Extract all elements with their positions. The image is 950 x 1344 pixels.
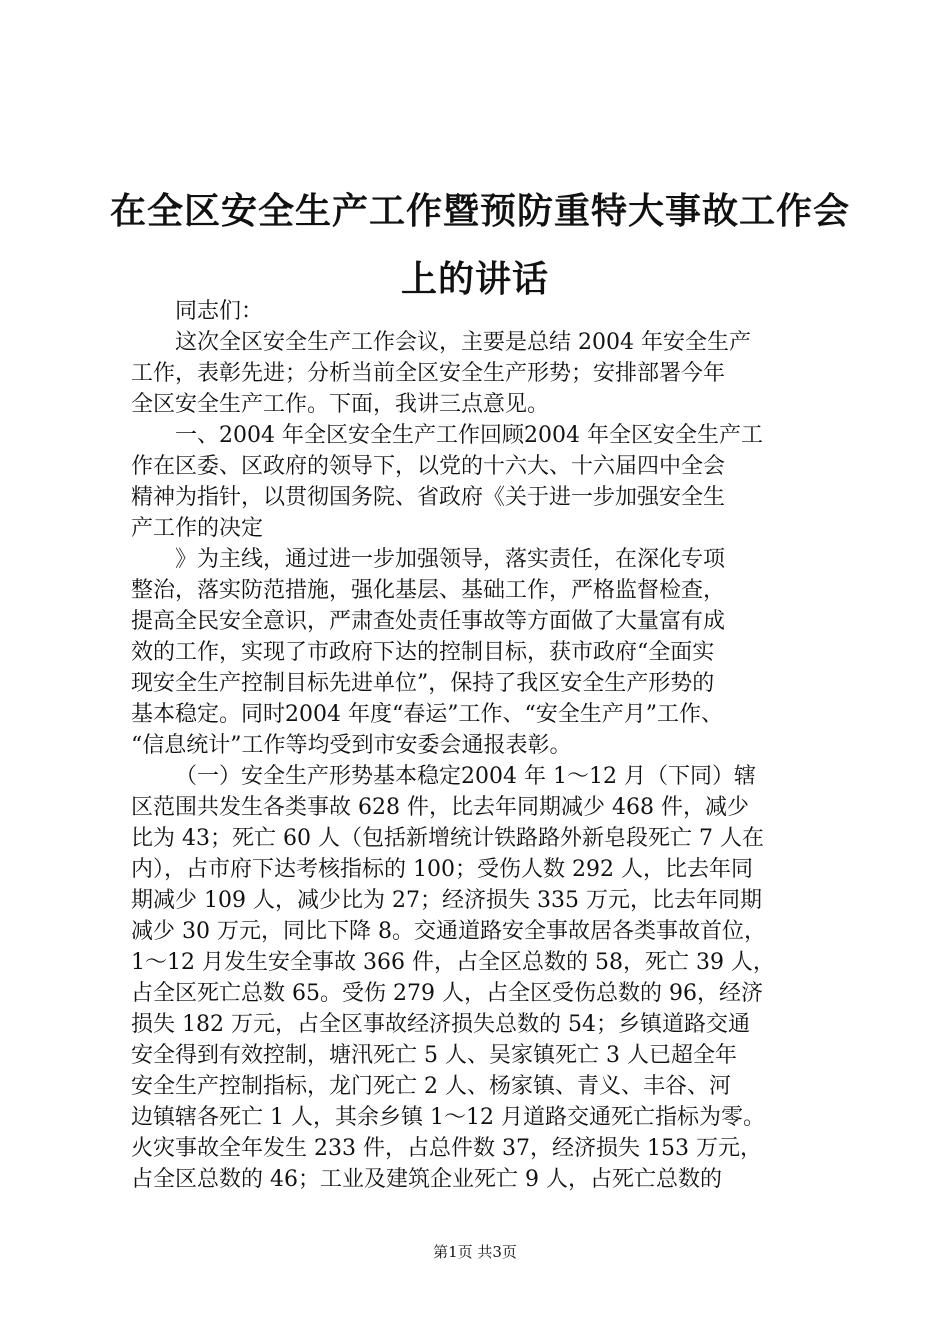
paragraph-line: 作在区委、区政府的领导下，以党的十六大、十六届四中全会 [131, 454, 726, 479]
title-line-2: 上的讲话 [400, 259, 549, 300]
paragraph-line: 安全生产控制指标，龙门死亡 2 人、杨家镇、青义、丰谷、河 [131, 1074, 731, 1099]
paragraph-line: 期减少 109 人，减少比为 27；经济损失 335 万元，比去年同期 [131, 888, 762, 913]
paragraph-line: 》为主线，通过进一步加强领导，落实责任，在深化专项 [175, 547, 726, 572]
paragraph-line: 占全区死亡总数 65。受伤 279 人，占全区受伤总数的 96，经济 [131, 981, 763, 1006]
paragraph-line: 产工作的决定 [131, 516, 264, 541]
paragraph-line: 损失 182 万元，占全区事故经济损失总数的 54；乡镇道路交通 [131, 1012, 750, 1037]
section-heading-line: 一、2004 年全区安全生产工作回顾2004 年全区安全生产工 [175, 423, 763, 448]
paragraph-line: 内），占市府下达考核指标的 100；受伤人数 292 人，比去年同 [131, 857, 753, 882]
paragraph-line: 火灾事故全年发生 233 件，占总件数 37，经济损失 153 万元， [131, 1136, 762, 1161]
paragraph-line: 边镇辖各死亡 1 人，其余乡镇 1～12 月道路交通死亡指标为零。 [131, 1105, 765, 1130]
paragraph-line: “信息统计”工作等均受到市安委会通报表彰。 [131, 733, 572, 758]
paragraph-line: 这次全区安全生产工作会议，主要是总结 2004 年安全生产 [175, 330, 751, 355]
paragraph-line: 区范围共发生各类事故 628 件，比去年同期减少 468 件，减少 [131, 795, 749, 820]
paragraph-line: 基本稳定。同时2004 年度“春运”工作、“安全生产月”工作、 [131, 702, 723, 727]
title-line-1: 在全区安全生产工作暨预防重特大事故工作会 [110, 191, 851, 232]
paragraph-line: 1～12 月发生安全事故 366 件，占全区总数的 58，死亡 39 人， [131, 950, 775, 975]
paragraph-line: 提高全民安全意识，严肃查处责任事故等方面做了大量富有成 [131, 609, 726, 634]
paragraph-line: 比为 43；死亡 60 人（包括新增统计铁路路外新皂段死亡 7 人在 [131, 826, 764, 851]
paragraph-line: 效的工作，实现了市政府下达的控制目标，获市政府“全面实 [131, 640, 715, 665]
subsection-heading-line: （一）安全生产形势基本稳定2004 年 1～12 月（下同）辖 [175, 764, 756, 789]
document-title [110, 178, 851, 314]
salutation: 同志们： [175, 299, 264, 324]
document-body [131, 296, 831, 1195]
paragraph-line: 全区安全生产工作。下面，我讲三点意见。 [131, 392, 550, 417]
page-footer: 第1页 共3页 [433, 1243, 517, 1261]
paragraph-line: 安全得到有效控制，塘汛死亡 5 人、吴家镇死亡 3 人已超全年 [131, 1043, 737, 1068]
paragraph-line: 减少 30 万元，同比下降 8。交通道路安全事故居各类事故首位， [131, 919, 766, 944]
paragraph-line: 整治，落实防范措施，强化基层、基础工作，严格监督检查， [131, 578, 726, 603]
paragraph-line: 占全区总数的 46；工业及建筑企业死亡 9 人，占死亡总数的 [131, 1167, 722, 1192]
paragraph-line: 精神为指针，以贯彻国务院、省政府《关于进一步加强安全生 [131, 485, 726, 510]
paragraph-line: 工作，表彰先进；分析当前全区安全生产形势；安排部署今年 [131, 361, 726, 386]
paragraph-line: 现安全生产控制目标先进单位”，保持了我区安全生产形势的 [131, 671, 715, 696]
